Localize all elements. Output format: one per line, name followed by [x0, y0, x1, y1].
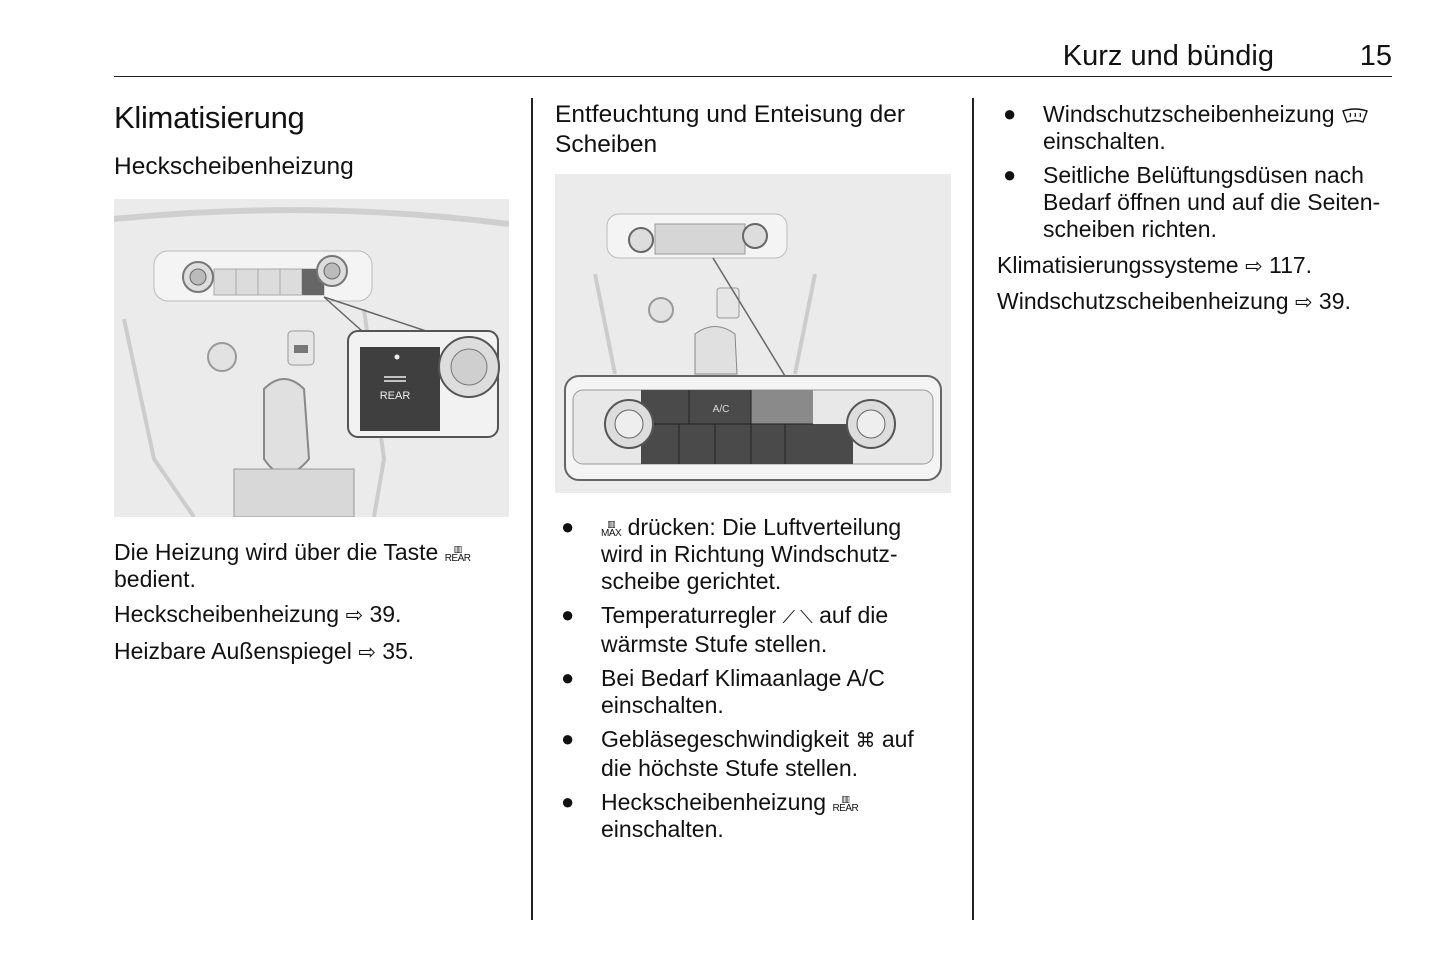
chapter-title: Kurz und bündig [1062, 40, 1274, 72]
ac-button-label: A/C [712, 404, 730, 415]
section-heading: Entfeuchtung und Enteisung der Scheiben [555, 101, 906, 158]
max-defrost-icon: ▥ MAX [601, 518, 622, 539]
cross-reference[interactable]: Klimatisierungssysteme ⇨ 117. [997, 252, 1313, 278]
rear-defrost-icon: ▥ REAR [832, 793, 859, 814]
rear-defrost-icon: ▥ REAR [444, 543, 471, 564]
cross-reference[interactable]: Windschutzscheibenheizung ⇨ 39. [997, 288, 1351, 314]
windscreen-heating-icon [1341, 101, 1369, 127]
section-heading: Klimatisierung [114, 100, 305, 135]
list-item: ● Temperaturregler ⟋ ⟍ auf die wärmste Stufe stellen. [561, 602, 889, 657]
instruction-list [555, 514, 955, 843]
paragraph: Die Heizung wird über die Taste ▥ REAR bedient. [114, 539, 471, 592]
list-item: ● Windschutzscheibenheizung einschalten. [997, 101, 1397, 155]
column-left-text [114, 539, 514, 666]
column-left [114, 98, 514, 182]
climate-panel-drawing [555, 174, 951, 493]
column-middle [555, 98, 955, 160]
rear-button-label: REAR [379, 390, 411, 402]
cross-reference[interactable]: Heckscheibenheizung ⇨ 39. [114, 601, 402, 627]
list-item: ● Gebläsegeschwindigkeit ⌘ auf die höchste Stufe stellen. [561, 726, 914, 781]
list-item: ● Heckscheibenheizung ▥ REAR einschalten. [561, 789, 859, 842]
bullet-icon: ● [561, 789, 575, 814]
list-item: ● Seitliche Belüftungsdüsen nach Bedarf öffnen und auf die Seiten- scheiben richten. [1003, 162, 1381, 242]
reference-arrow-icon: ⇨ [358, 641, 376, 664]
cross-reference[interactable]: Heizbare Außenspiegel ⇨ 35. [114, 638, 415, 664]
column-divider [972, 98, 974, 920]
subsection-heading: Heckscheibenheizung [114, 153, 354, 180]
fan-icon: ⌘ [855, 730, 876, 752]
climate-control-illustration [555, 174, 951, 493]
bullet-icon: ● [561, 602, 575, 627]
instruction-list [997, 101, 1397, 243]
temperature-dial-icon: ⟋ ⟍ [782, 607, 813, 627]
reference-arrow-icon: ⇨ [345, 604, 364, 627]
bullet-icon: ● [561, 726, 575, 751]
column-middle-list [555, 514, 955, 843]
bullet-icon: ● [1003, 101, 1017, 126]
bullet-icon: ● [561, 665, 575, 690]
running-header [114, 40, 1392, 77]
bullet-icon: ● [561, 514, 575, 539]
column-divider [531, 98, 533, 920]
console-drawing [114, 199, 509, 517]
list-item: ● ▥ MAX drücken: Die Luftverteilung wird in Richtung Windschutz- scheibe gerichtet. [561, 514, 902, 594]
list-item: ● Bei Bedarf Klimaanlage A/C einschalten. [561, 665, 885, 718]
rear-defrost-illustration [114, 199, 509, 517]
column-right [997, 101, 1397, 316]
reference-arrow-icon: ⇨ [1294, 291, 1313, 314]
page-number: 15 [1359, 40, 1392, 72]
bullet-icon: ● [1003, 162, 1017, 187]
reference-arrow-icon: ⇨ [1244, 255, 1263, 278]
